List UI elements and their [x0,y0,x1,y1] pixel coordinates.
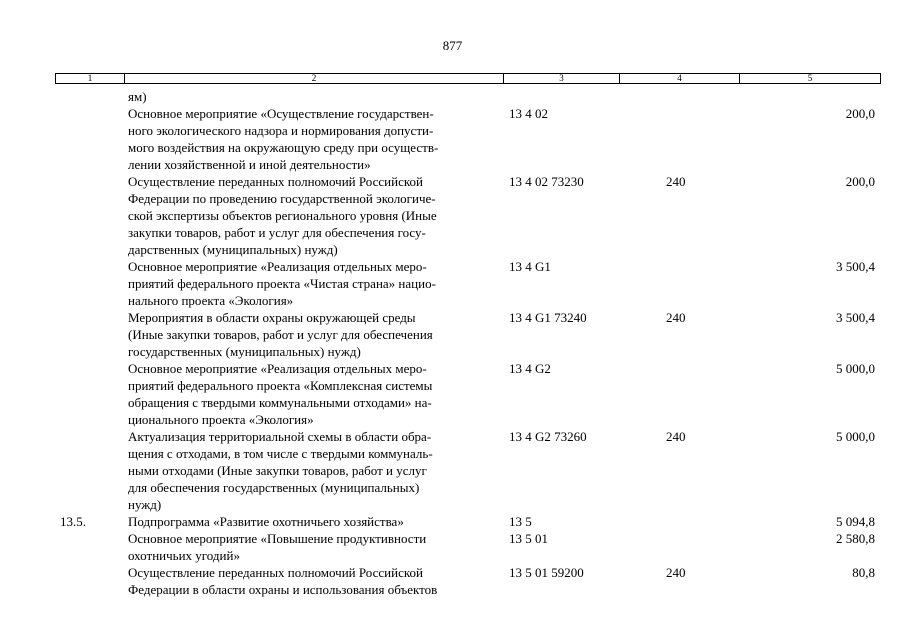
row-amount: 3 500,4 [836,259,875,274]
table-row [0,88,905,105]
row-code: 13 5 01 59200 [509,565,584,580]
row-code: 13 4 02 [509,106,548,121]
header-col-2: 2 [125,74,504,83]
row-code: 13 5 [509,514,532,529]
row-type: 240 [666,310,686,325]
table-row [0,530,905,564]
row-name: Осуществление переданных полномочий Российской Федерации в области охраны и использования объектов [128,565,438,597]
row-number: 13.5. [60,514,86,529]
row-amount: 5 000,0 [836,361,875,376]
table-body [0,88,905,598]
row-name: Осуществление переданных полномочий Российской Федерации по проведению государственной экологиче- ской экспертизы объектов регионального уровня (Иные закупки товаров, работ и услуг для обеспечения госу- дарственных (муниципальных) нужд) [128,174,437,257]
row-amount: 200,0 [845,174,875,189]
page-number: 877 [442,38,463,53]
row-amount: 2 580,8 [836,531,875,546]
row-amount: 5 000,0 [836,429,875,444]
table-row [0,360,905,428]
header-col-4: 4 [620,74,740,83]
table-row [0,309,905,360]
row-amount: 5 094,8 [836,514,875,529]
row-type: 240 [666,429,686,444]
row-name: Основное мероприятие «Повышение продуктивности охотничьих угодий» [128,531,427,563]
row-code: 13 4 G1 73240 [509,310,587,325]
table-row [0,173,905,258]
header-col-3: 3 [504,74,620,83]
table-row [0,105,905,173]
table-header [55,73,881,84]
row-amount: 3 500,4 [836,310,875,325]
row-name: Основное мероприятие «Реализация отдельных меро- приятий федерального проекта «Чистая страна» нацио- нального проекта «Экология» [128,259,436,308]
row-code: 13 4 G2 73260 [509,429,587,444]
row-name: Основное мероприятие «Осуществление государствен- ного экологического надзора и нормирования допусти- мого воздействия на окружающую среду при осуществ- лении хозяйственной и иной деятельности» [128,106,439,172]
row-amount: 80,8 [852,565,875,580]
row-amount: 200,0 [845,106,875,121]
row-code: 13 4 G1 [509,259,551,274]
table-row [0,513,905,530]
row-name: Мероприятия в области охраны окружающей среды (Иные закупки товаров, работ и услуг для обеспечения государственных (муниципальных) нужд) [128,310,433,359]
header-col-1: 1 [56,74,125,83]
row-name: ям) [128,89,147,104]
row-type: 240 [666,174,686,189]
table-row [0,258,905,309]
row-name: Актуализация территориальной схемы в области обра- щения с отходами, в том числе с твердыми коммуналь- ными отходами (Иные закупки товаров, работ и услуг для обеспечения государственных (муниципальных) нужд) [128,429,433,512]
row-code: 13 5 01 [509,531,548,546]
row-code: 13 4 G2 [509,361,551,376]
header-col-5: 5 [807,73,813,83]
row-code: 13 4 02 73230 [509,174,584,189]
table-row [0,564,905,598]
row-name: Подпрограмма «Развитие охотничьего хозяйства» [128,514,404,529]
row-name: Основное мероприятие «Реализация отдельных меро- приятий федерального проекта «Комплексная системы обращения с твердыми коммунальными отходами» на- ционального проекта «Экология» [128,361,433,427]
row-type: 240 [666,565,686,580]
table-row [0,428,905,513]
